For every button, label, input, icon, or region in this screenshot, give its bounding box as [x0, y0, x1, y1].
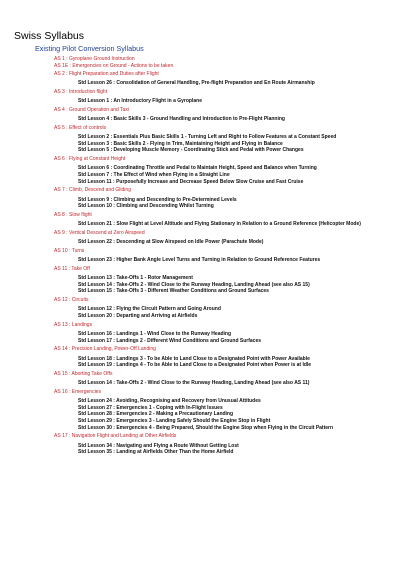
syllabus-section: [0, 371, 413, 389]
lesson-list: [0, 132, 413, 156]
std-lesson: Std Lesson 3 : Basic Skills 2 - Flying in Trim, Maintaining Height and Flying in Balance: [78, 140, 283, 147]
as-heading: AS 7 : Climb, Descend and Gliding: [54, 187, 131, 194]
std-lesson: Std Lesson 14 : Take-Offs 2 - Wind Close to the Runway Heading, Landing Ahead (see also AS 11): [78, 380, 310, 387]
std-lesson: Std Lesson 10 : Climbing and Descending Whilst Turning: [78, 203, 214, 210]
page-title: Swiss Syllabus: [14, 30, 85, 42]
as-heading: AS 17 : Navigation Flight and Landing at Other Airfields: [54, 433, 177, 440]
std-lesson: Std Lesson 7 : The Effect of Wind when Flying in a Straight Line: [78, 172, 230, 178]
std-lesson: Std Lesson 13 : Take-Offs 1 - Rotor Management: [78, 275, 193, 282]
as-heading: AS 1E : Emergencies on Ground - Actions to be taken: [54, 63, 174, 70]
syllabus-section: [0, 266, 413, 297]
syllabus-section: [0, 187, 413, 212]
lesson-list: [0, 441, 413, 458]
lesson-list: [0, 163, 413, 187]
syllabus-section: [0, 346, 413, 371]
std-lesson: Std Lesson 14 : Take-Offs 2 - Wind Close to the Runway Heading, Landing Ahead (see also AS 15): [78, 281, 310, 288]
std-lesson: Std Lesson 21 : Slow Flight at Level Altitude and Flying Stationary in Relation to a Ground Reference (Helicopter Mode): [78, 221, 361, 228]
std-lesson: Std Lesson 5 : Developing Muscle Memory - Coordinating Stick and Pedal with Power Changes: [78, 147, 304, 154]
as-heading: AS 3 : Introduction flight: [54, 88, 108, 95]
lesson-list: [0, 304, 413, 321]
std-lesson: Std Lesson 12 : Flying the Circuit Pattern and Going Around: [78, 306, 221, 313]
std-lesson: Std Lesson 6 : Coordinating Throttle and Pedal to Maintain Height, Speed and Balance when Turning: [78, 165, 317, 172]
std-lesson: Std Lesson 34 : Navigating and Flying a Route Without Getting Lost: [78, 442, 239, 449]
as-heading: AS 15 : Aborting Take Offs: [54, 370, 113, 377]
syllabus-section: [0, 89, 413, 107]
lesson-list: [0, 78, 413, 89]
syllabus-section: [0, 322, 413, 347]
as-heading: AS 6 : Flying at Constant Height: [54, 156, 126, 162]
std-lesson: Std Lesson 18 : Landings 3 - To be Able to Land Close to a Designated Point with Power Available: [78, 355, 310, 362]
std-lesson: Std Lesson 23 : Higher Bank Angle Level Turns and Turning in Relation to Ground Reference Features: [78, 257, 321, 264]
std-lesson: Std Lesson 2 : Essentials Plus Basic Skills 1 - Turning Left and Right to Follow Features at a Constant Speed: [78, 134, 337, 141]
lesson-list: [0, 273, 413, 297]
as-heading: AS 1 : Gyroplane Ground Instruction: [54, 56, 135, 62]
syllabus-section: [0, 248, 413, 266]
syllabus-section: [0, 433, 413, 458]
syllabus-section: [0, 71, 413, 89]
std-lesson: Std Lesson 27 : Emergencies 1 - Coping with In-Flight Issues: [78, 404, 223, 411]
lesson-list: [0, 354, 413, 371]
syllabus-section: [0, 107, 413, 125]
as-heading: AS 11 : Take Off: [54, 265, 90, 272]
std-lesson: Std Lesson 24 : Avoiding, Recognising and Recovery from Unusual Attitudes: [78, 398, 261, 405]
std-lesson: Std Lesson 20 : Departing and Arriving at Airfields: [78, 312, 198, 319]
std-lesson: Std Lesson 29 : Emergencies 3 - Landing Safely Should the Engine Stop in Flight: [78, 417, 271, 424]
std-lesson: Std Lesson 19 : Landings 4 - To be Able to Land Close to a Designated Point when Power is at Idle: [78, 362, 312, 369]
as-heading: AS 10 : Turns: [54, 247, 85, 254]
lesson-list: [0, 396, 413, 433]
std-lesson: Std Lesson 28 : Emergencies 2 - Making a Precautionary Landing: [78, 411, 234, 418]
lesson-list: [0, 195, 413, 212]
as-heading: AS 12 : Circuits: [54, 296, 89, 303]
std-lesson: Std Lesson 16 : Landings 1 - Wind Close to the Runway Heading: [78, 330, 232, 337]
syllabus-section: [0, 56, 413, 63]
std-lesson: Std Lesson 22 : Descending at Slow Airspeed on Idle Power (Parachute Mode): [78, 239, 264, 246]
as-heading: AS 13 : Landings: [54, 321, 93, 328]
as-heading: AS 2 : Flight Preparation and Duties after Flight: [54, 70, 159, 77]
syllabus-section: [0, 230, 413, 248]
std-lesson: Std Lesson 26 : Consolidation of General Handling, Pre-flight Preparation and En Route Airmanship: [78, 80, 315, 87]
lesson-list: [0, 114, 413, 125]
std-lesson: Std Lesson 4 : Basic Skills 3 - Ground Handling and Introduction to Pre-Flight Planning: [78, 116, 285, 123]
syllabus-section: [0, 156, 413, 187]
syllabus-section: [0, 63, 413, 70]
lesson-list: [0, 255, 413, 266]
lesson-list: [0, 219, 413, 230]
syllabus-section: [0, 212, 413, 230]
section-title: Existing Pilot Conversion Syllabus: [35, 44, 144, 53]
lesson-list: [0, 329, 413, 346]
lesson-list: [0, 378, 413, 389]
std-lesson: Std Lesson 1 : An Introductory Flight in a Gyroplane: [78, 98, 202, 105]
std-lesson: Std Lesson 9 : Climbing and Descending to Pre-Determined Levels: [78, 196, 237, 203]
syllabus-section: [0, 389, 413, 433]
std-lesson: Std Lesson 15 : Take-Offs 3 - Different Weather Conditions and Ground Surfaces: [78, 288, 269, 295]
std-lesson: Std Lesson 30 : Emergencies 4 - Being Prepared, Should the Engine Stop when Flying in the Circuit Pattern: [78, 424, 334, 431]
syllabus-section: [0, 125, 413, 156]
as-heading: AS 4 : Ground Operation and Taxi: [54, 106, 129, 113]
std-lesson: Std Lesson 35 : Landing at Airfields Other Than the Home Airfield: [78, 449, 234, 456]
as-heading: AS 16 : Emergencies: [54, 388, 101, 395]
std-lesson: Std Lesson 11 : Purposefully Increase and Decrease Speed Below Slow Cruise and Fast Cruise: [78, 178, 304, 185]
std-lesson: Std Lesson 17 : Landings 2 - Different Wind Conditions and Ground Surfaces: [78, 337, 262, 344]
lesson-list: [0, 96, 413, 107]
as-heading: AS 14 : Precision Landing, Power-Off Landing: [54, 346, 156, 353]
as-heading: AS 9 : Vertical Descend at Zero Airspeed: [54, 229, 145, 236]
as-heading: AS 8 : Slow flight: [54, 211, 92, 218]
as-heading: AS 5 : Effect of controls: [54, 124, 107, 131]
syllabus-section: [0, 297, 413, 322]
syllabus-list: [0, 56, 413, 458]
lesson-list: [0, 237, 413, 248]
